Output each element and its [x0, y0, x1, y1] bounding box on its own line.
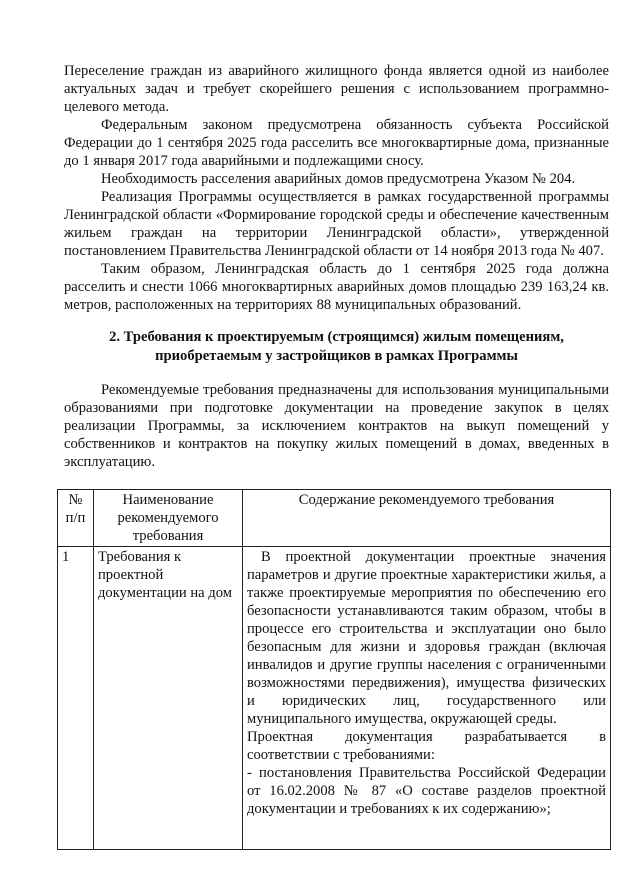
requirements-table	[57, 489, 611, 850]
paragraph-4: Реализация Программы осуществляется в рамках государственной программы Ленинградской области «Формирование городской среды и обеспечение качественным жильем граждан на территории Ленинградской области», утвержденной постановлением Правительства Ленинградской области от 14 ноября 2013 года № 407.	[64, 189, 609, 259]
paragraph-3: Необходимость расселения аварийных домов предусмотрена Указом № 204.	[101, 171, 576, 187]
section-heading	[64, 328, 609, 366]
row-num: 1	[58, 547, 94, 850]
row-content	[243, 547, 611, 850]
paragraph-1: Переселение граждан из аварийного жилищного фонда является одной из наиболее актуальных задач и требует скорейшего решения с использованием программно-целевого метода.	[64, 63, 609, 115]
section-heading-line-2: приобретаемым у застройщиков в рамках Программы	[155, 348, 518, 364]
table-header-row	[58, 490, 611, 547]
row-content-paragraph-1: В проектной документации проектные значения параметров и другие проектные характеристики жилья, а также проектируемые мероприятия по обеспечению его безопасности устанавливаются таким образом, чтобы в процессе его строительства и эксплуатации оно было безопасным для жизни и здоровья граждан (включая инвалидов и другие группы населения с ограниченными возможностями передвижения), имущества физических и юридических лиц, государственного или муниципального имущества, окружающей среды.	[247, 549, 606, 727]
section-heading-line-1: 2. Требования к проектируемым (строящимся) жилым помещениям,	[109, 329, 564, 345]
header-num: № п/п	[58, 490, 94, 547]
header-content: Содержание рекомендуемого требования	[243, 490, 611, 547]
section-intro	[64, 381, 609, 471]
row-name: Требования к проектной документации на дом	[94, 547, 243, 850]
paragraph-2: Федеральным законом предусмотрена обязанность субъекта Российской Федерации до 1 сентября 2025 года расселить все многоквартирные дома, признанные до 1 января 2017 года аварийными и подлежащими сносу.	[64, 117, 609, 169]
paragraph-5: Таким образом, Ленинградская область до 1 сентября 2025 года должна расселить и снести 1066 многоквартирных аварийных домов площадью 239 163,24 кв. метров, расположенных на территориях 88 муниципальных образований.	[64, 261, 609, 313]
header-name: Наименование рекомендуемого требования	[94, 490, 243, 547]
table-row	[58, 547, 611, 850]
section-intro-paragraph: Рекомендуемые требования предназначены для использования муниципальными образованиями при подготовке документации на проведение закупок в целях реализации Программы, за исключением контрактов на выкуп помещений у собственников и контрактов на покупку жилых помещений в домах, введенных в эксплуатацию.	[64, 382, 609, 470]
row-content-paragraph-2: Проектная документация разрабатывается в соответствии с требованиями:	[247, 729, 606, 763]
row-content-paragraph-3: - постановления Правительства Российской Федерации от 16.02.2008 № 87 «О составе разделов проектной документации и требованиях к их содержанию»;	[247, 765, 606, 817]
intro-paragraphs	[64, 62, 609, 314]
